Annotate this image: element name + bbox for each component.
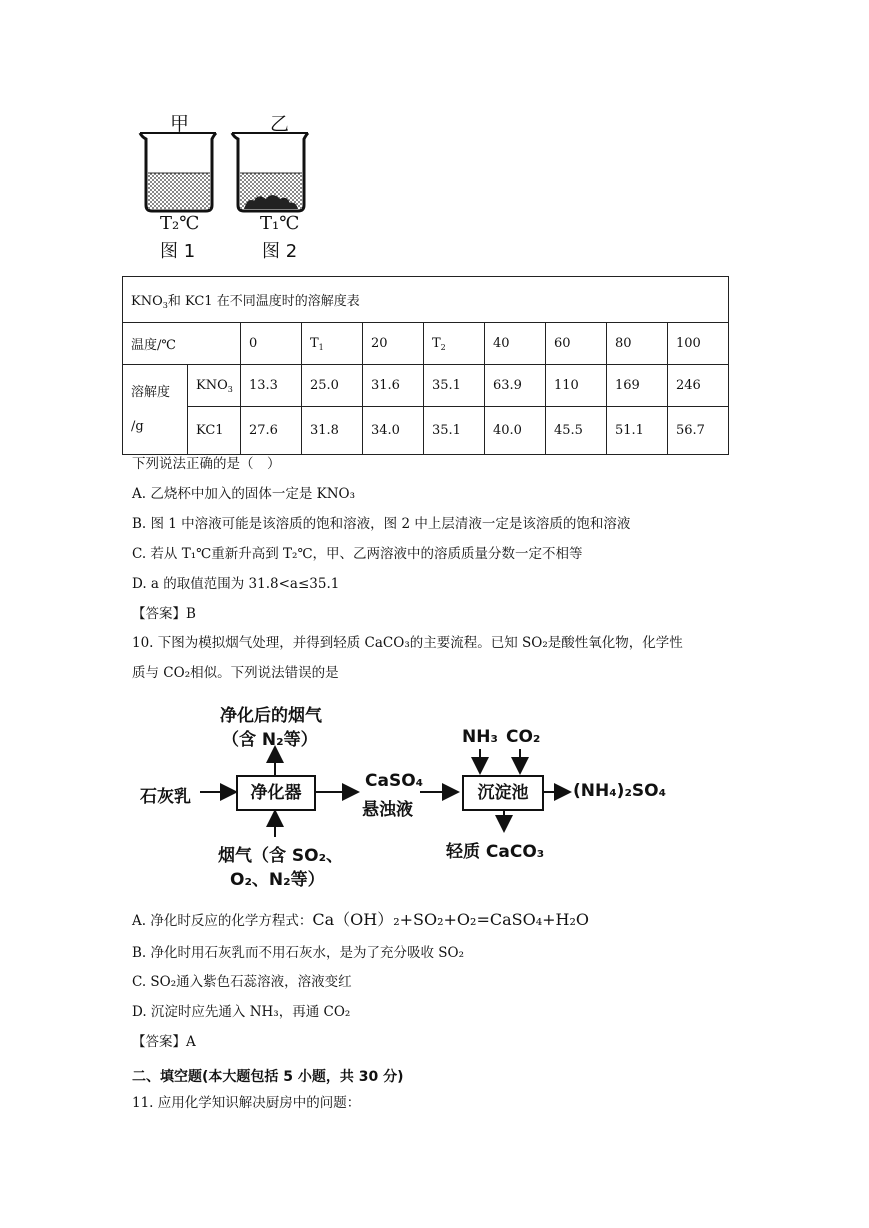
solubility-table (122, 276, 729, 455)
table-title: $KNO_3$和 KC1 在不同温度时的溶解度表 (123, 277, 729, 323)
section-heading: 二、填空题(本大题包括 5 小题，共 30 分) (132, 1069, 404, 1085)
co2-label: CO₂ (506, 727, 541, 747)
beaker-2-label: 乙 (270, 113, 290, 135)
q9-answer: 【答案】B (132, 606, 196, 622)
beaker-2 (232, 133, 308, 211)
q10-option-d: D. 沉淀时应先通入 NH₃，再通 CO₂ (132, 1004, 351, 1020)
q10-option-b: B. 净化时用石灰乳而不用石灰水，是为了充分吸收 SO₂ (132, 945, 465, 961)
purified-gas-label-2: （含 N₂等） (222, 730, 318, 750)
q9-option-b: B. 图 1 中溶液可能是该溶质的饱和溶液，图 2 中上层清液一定是该溶质的饱和溶液 (132, 516, 631, 532)
purified-gas-label-1: 净化后的烟气 (220, 706, 322, 726)
q9-stem: 下列说法正确的是（ ） (132, 456, 281, 472)
q10-option-c: C. SO₂通入紫色石蕊溶液，溶液变红 (132, 974, 352, 990)
q9-option-a: A. 乙烧杯中加入的固体一定是 KNO₃ (132, 486, 356, 502)
flue-gas-label-1: 烟气（含 SO₂、 (218, 846, 344, 866)
solubility-label: 溶解度 /g (123, 365, 188, 455)
kcl-row: KC1 27.6 31.8 34.0 35.1 40.0 45.5 51.1 56.7 (123, 407, 729, 455)
q9-option-d: D. a 的取值范围为 31.8<a≤35.1 (132, 576, 340, 592)
beaker-1-label: 甲 (170, 113, 190, 135)
q9-option-c: C. 若从 T₁℃重新升高到 T₂℃，甲、乙两溶液中的溶质质量分数一定不相等 (132, 546, 583, 562)
q10-option-a: A. 净化时反应的化学方程式：Ca（OH）₂+SO₂+O₂=CaSO₄+H₂O (132, 910, 590, 929)
temp-header: 温度/℃ (123, 323, 241, 365)
q10-stem-line1: 10. 下图为模拟烟气处理，并得到轻质 CaCO₃的主要流程。已知 SO₂是酸性氧化物，化学性 (132, 635, 683, 651)
q10-stem-line2: 质与 CO₂相似。下列说法错误的是 (132, 665, 339, 681)
lime-milk-label: 石灰乳 (140, 787, 191, 807)
suspension-label: 悬浊液 (362, 800, 413, 820)
purifier-box: 净化器 (236, 775, 316, 811)
fig1-caption: 图 1 (160, 241, 196, 262)
product-label: (NH₄)₂SO₄ (573, 781, 667, 801)
beaker-1-temp: T₂℃ (160, 213, 200, 234)
flow-diagram (130, 695, 690, 895)
kcl-label: KC1 (188, 407, 241, 455)
q10-equation: Ca（OH）₂+SO₂+O₂=CaSO₄+H₂O (312, 910, 590, 929)
beaker-figure (130, 105, 310, 265)
flue-gas-label-2: O₂、N₂等） (230, 870, 325, 890)
precipitation-tank-box: 沉淀池 (462, 775, 544, 811)
nh3-label: NH₃ (462, 727, 498, 747)
caso4-label: CaSO₄ (365, 771, 424, 791)
q11-stem: 11. 应用化学知识解决厨房中的问题： (132, 1095, 361, 1111)
kno3-label: $KNO_3$ (188, 365, 241, 407)
light-caco3-label: 轻质 CaCO₃ (446, 842, 545, 862)
q10-answer: 【答案】A (132, 1034, 196, 1050)
kno3-row: 溶解度 /g $KNO_3$ 13.3 25.0 31.6 35.1 63.9 110 169 246 (123, 365, 729, 407)
beaker-2-temp: T₁℃ (260, 213, 300, 234)
fig2-caption: 图 2 (262, 241, 298, 262)
temperature-row: 温度/℃ 0 $T_1$ 20 $T_2$ 40 60 80 100 (123, 323, 729, 365)
beaker-1 (140, 133, 216, 211)
